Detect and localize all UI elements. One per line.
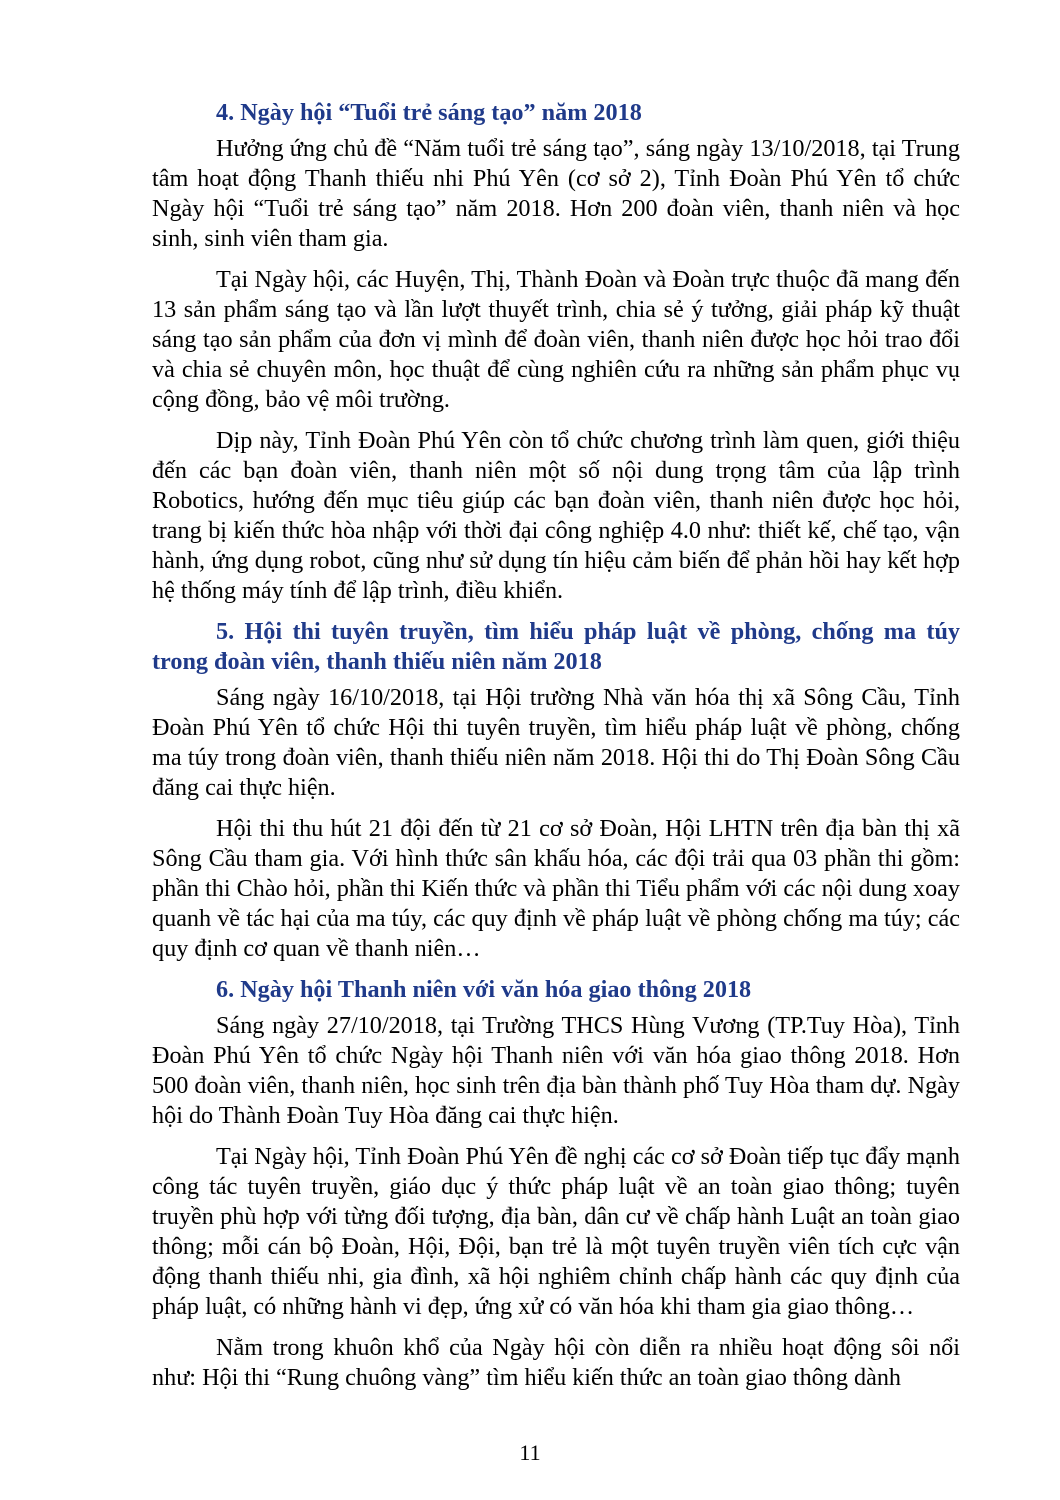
section-heading: 5. Hội thi tuyên truyền, tìm hiểu pháp luật về phòng, chống ma túy trong đoàn viên, thanh thiếu niên năm 2018 — [152, 618, 960, 675]
section-heading: 6. Ngày hội Thanh niên với văn hóa giao thông 2018 — [216, 976, 752, 1003]
paragraph: Hội thi thu hút 21 đội đến từ 21 cơ sở Đoàn, Hội LHTN trên địa bàn thị xã Sông Cầu tham gia. Với hình thức sân khấu hóa, các đội trải qua 03 phần thi gồm: phần thi Chào hỏi, phần thi Kiến thức và phần thi Tiểu phẩm với các nội dung xoay quanh về tác hại của ma túy, các quy định về pháp luật về phòng chống ma túy; các quy định cơ quan về thanh niên… — [152, 815, 960, 962]
paragraph: Dịp này, Tỉnh Đoàn Phú Yên còn tổ chức chương trình làm quen, giới thiệu đến các bạn đoàn viên, thanh niên một số nội dung trọng tâm của lập trình Robotics, hướng đến mục tiêu giúp các bạn đoàn viên, thanh niên được học hỏi, trang bị kiến thức hòa nhập với thời đại công nghiệp 4.0 như: thiết kế, chế tạo, vận hành, ứng dụng robot, cũng như sử dụng tín hiệu cảm biến để phản hồi hay kết hợp hệ thống máy tính để lập trình, điều khiển. — [152, 427, 960, 604]
section-4 — [152, 98, 960, 606]
paragraph: Sáng ngày 27/10/2018, tại Trường THCS Hùng Vương (TP.Tuy Hòa), Tỉnh Đoàn Phú Yên tổ chức Ngày hội Thanh niên với văn hóa giao thông 2018. Hơn 500 đoàn viên, thanh niên, học sinh trên địa bàn thành phố Tuy Hòa tham dự. Ngày hội do Thành Đoàn Tuy Hòa đăng cai thực hiện. — [152, 1012, 960, 1129]
paragraph: Sáng ngày 16/10/2018, tại Hội trường Nhà văn hóa thị xã Sông Cầu, Tỉnh Đoàn Phú Yên tổ chức Hội thi tuyên truyền, tìm hiểu pháp luật về phòng, chống ma túy trong đoàn viên, thanh thiếu niên năm 2018. Hội thi do Thị Đoàn Sông Cầu đăng cai thực hiện. — [152, 684, 960, 801]
page-number: 11 — [519, 1440, 541, 1465]
section-6 — [152, 975, 960, 1393]
paragraph: Nằm trong khuôn khổ của Ngày hội còn diễn ra nhiều hoạt động sôi nổi như: Hội thi “Rung chuông vàng” tìm hiểu kiến thức an toàn giao thông dành — [152, 1334, 960, 1391]
paragraph: Tại Ngày hội, Tỉnh Đoàn Phú Yên đề nghị các cơ sở Đoàn tiếp tục đẩy mạnh công tác tuyên truyền, giáo dục ý thức pháp luật về an toàn giao thông; tuyên truyền phù hợp với từng đối tượng, địa bàn, dân cư về chấp hành Luật an toàn giao thông; mỗi cán bộ Đoàn, Hội, Đội, bạn trẻ là một tuyên truyền viên tích cực vận động thanh thiếu nhi, gia đình, xã hội nghiêm chỉnh chấp hành các quy định của pháp luật, có những hành vi đẹp, ứng xử có văn hóa khi tham gia giao thông… — [152, 1143, 960, 1320]
paragraph: Tại Ngày hội, các Huyện, Thị, Thành Đoàn và Đoàn trực thuộc đã mang đến 13 sản phẩm sáng tạo và lần lượt thuyết trình, chia sẻ ý tưởng, giải pháp kỹ thuật sáng tạo sản phẩm của đơn vị mình để đoàn viên, thanh niên được học hỏi trao đổi và chia sẻ chuyên môn, học thuật để cùng nghiên cứu ra những sản phẩm phục vụ cộng đồng, bảo vệ môi trường. — [152, 266, 960, 413]
section-5 — [152, 617, 960, 964]
section-heading: 4. Ngày hội “Tuổi trẻ sáng tạo” năm 2018 — [216, 99, 642, 126]
document-page — [152, 98, 960, 1404]
paragraph: Hưởng ứng chủ đề “Năm tuổi trẻ sáng tạo”, sáng ngày 13/10/2018, tại Trung tâm hoạt động Thanh thiếu nhi Phú Yên (cơ sở 2), Tỉnh Đoàn Phú Yên tổ chức Ngày hội “Tuổi trẻ sáng tạo” năm 2018. Hơn 200 đoàn viên, thanh niên và học sinh, sinh viên tham gia. — [152, 135, 960, 252]
